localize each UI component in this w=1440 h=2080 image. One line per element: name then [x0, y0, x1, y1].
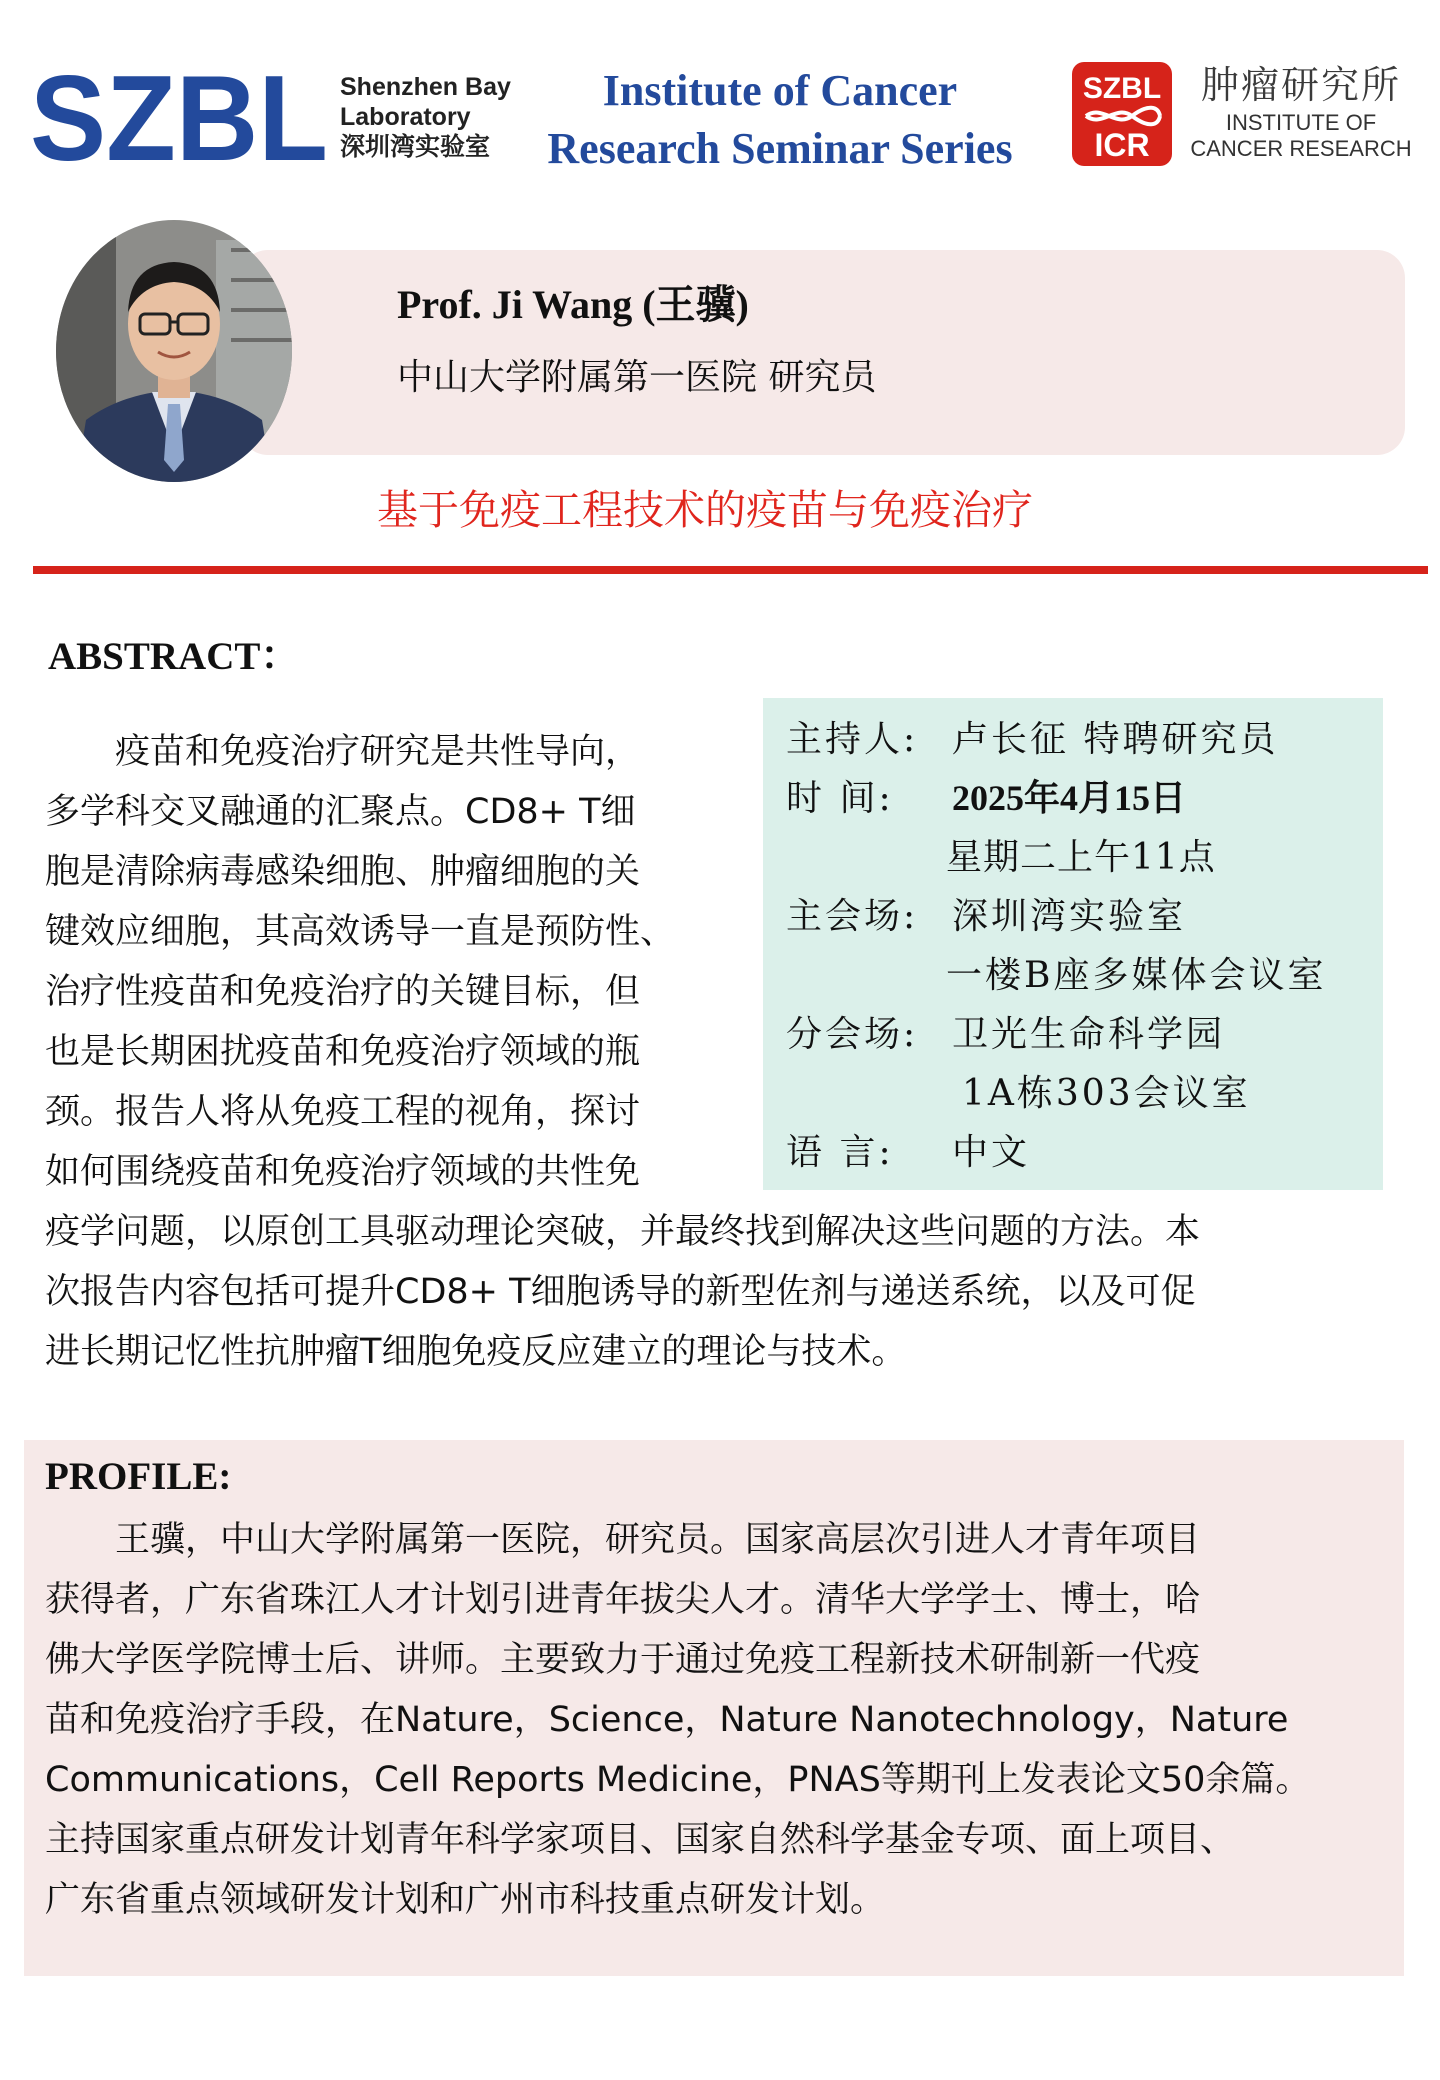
speaker-name: Prof. Ji Wang (王骥)	[397, 282, 749, 327]
seminar-title-line2: Research Seminar Series	[547, 124, 1013, 173]
abstract-line: 疫学问题，以原创工具驱动理论突破，并最终找到解决这些问题的方法。本	[45, 1212, 1201, 1252]
language-label: 语 言:	[786, 1132, 894, 1173]
abstract-line: 键效应细胞，其高效诱导一直是预防性、	[45, 912, 676, 952]
profile-body	[45, 1510, 1415, 1930]
sub-venue-value-2: 1A栋303会议室	[962, 1073, 1251, 1114]
icr-logo	[1072, 62, 1172, 166]
profile-line: 获得者，广东省珠江人才计划引进青年拔尖人才。清华大学学士、博士，哈	[45, 1580, 1201, 1620]
speaker-affiliation: 中山大学附属第一医院 研究员	[397, 357, 877, 398]
abstract-line: 如何围绕疫苗和免疫治疗领域的共性免	[45, 1152, 641, 1192]
abstract-body-top	[45, 722, 745, 1202]
host-value: 卢长征 特聘研究员	[952, 719, 1279, 760]
icr-logo-top-text: SZBL	[1082, 72, 1162, 105]
speaker-photo	[56, 220, 292, 482]
host-label: 主持人:	[786, 719, 919, 760]
abstract-line: 次报告内容包括可提升CD8+ T细胞诱导的新型佐剂与递送系统，以及可促	[45, 1272, 1196, 1312]
icr-name	[1186, 60, 1416, 162]
profile-line: 王骥，中山大学附属第一医院，研究员。国家高层次引进人才青年项目	[45, 1520, 1201, 1560]
main-venue-label: 主会场:	[786, 896, 919, 937]
abstract-line: 治疗性疫苗和免疫治疗的关键目标，但	[45, 972, 641, 1012]
abstract-line: 疫苗和免疫治疗研究是共性导向，	[45, 732, 641, 772]
main-venue-value: 深圳湾实验室	[952, 896, 1187, 937]
profile-heading: PROFILE:	[45, 1455, 232, 1498]
language-value: 中文	[952, 1132, 1031, 1173]
talk-title: 基于免疫工程技术的疫苗与免疫治疗	[377, 486, 1033, 534]
seminar-series-title	[510, 62, 1050, 178]
abstract-line: 胞是清除病毒感染细胞、肿瘤细胞的关	[45, 852, 641, 892]
icr-name-cn: 肿瘤研究所	[1200, 63, 1401, 107]
abstract-heading: ABSTRACT：	[48, 635, 300, 678]
abstract-line: 颈。报告人将从免疫工程的视角，探讨	[45, 1092, 641, 1132]
szbl-logo-text: SZBL	[30, 72, 328, 170]
icr-name-en-line2: CANCER RESEARCH	[1190, 136, 1412, 161]
sub-venue-label: 分会场:	[786, 1014, 919, 1055]
lab-name	[340, 72, 520, 162]
szbl-logo	[30, 72, 328, 170]
profile-line: Communications，Cell Reports Medicine，PNAS等期刊上发表论文50余篇。	[45, 1760, 1311, 1800]
profile-line: 苗和免疫治疗手段，在Nature，Science，Nature Nanotechnology，Nature	[45, 1700, 1289, 1740]
lab-name-cn: 深圳湾实验室	[340, 133, 491, 161]
abstract-line: 也是长期困扰疫苗和免疫治疗领域的瓶	[45, 1032, 641, 1072]
lab-name-en-line1: Shenzhen Bay	[340, 73, 511, 101]
abstract-line: 进长期记忆性抗肿瘤T细胞免疫反应建立的理论与技术。	[45, 1332, 907, 1372]
time-value: 2025年4月15日	[952, 778, 1187, 818]
main-venue-value-2: 一楼B座多媒体会议室	[946, 955, 1327, 996]
abstract-line: 多学科交叉融通的汇聚点。CD8+ T细	[45, 792, 636, 832]
profile-line: 主持国家重点研发计划青年科学家项目、国家自然科学基金专项、面上项目、	[45, 1820, 1236, 1860]
lab-name-en-line2: Laboratory	[340, 103, 471, 131]
sub-venue-value: 卫光生命科学园	[952, 1014, 1226, 1055]
icr-name-en-line1: INSTITUTE OF	[1225, 110, 1377, 135]
divider	[33, 566, 1428, 574]
time-label: 时 间:	[786, 778, 894, 819]
time-value-2: 星期二上午11点	[946, 837, 1216, 878]
abstract-body-bottom	[45, 1202, 1415, 1382]
icr-logo-bottom-text: ICR	[1094, 127, 1150, 163]
profile-line: 佛大学医学院博士后、讲师。主要致力于通过免疫工程新技术研制新一代疫	[45, 1640, 1201, 1680]
profile-line: 广东省重点领域研发计划和广州市科技重点研发计划。	[45, 1880, 886, 1920]
seminar-title-line1: Institute of Cancer	[602, 66, 958, 115]
